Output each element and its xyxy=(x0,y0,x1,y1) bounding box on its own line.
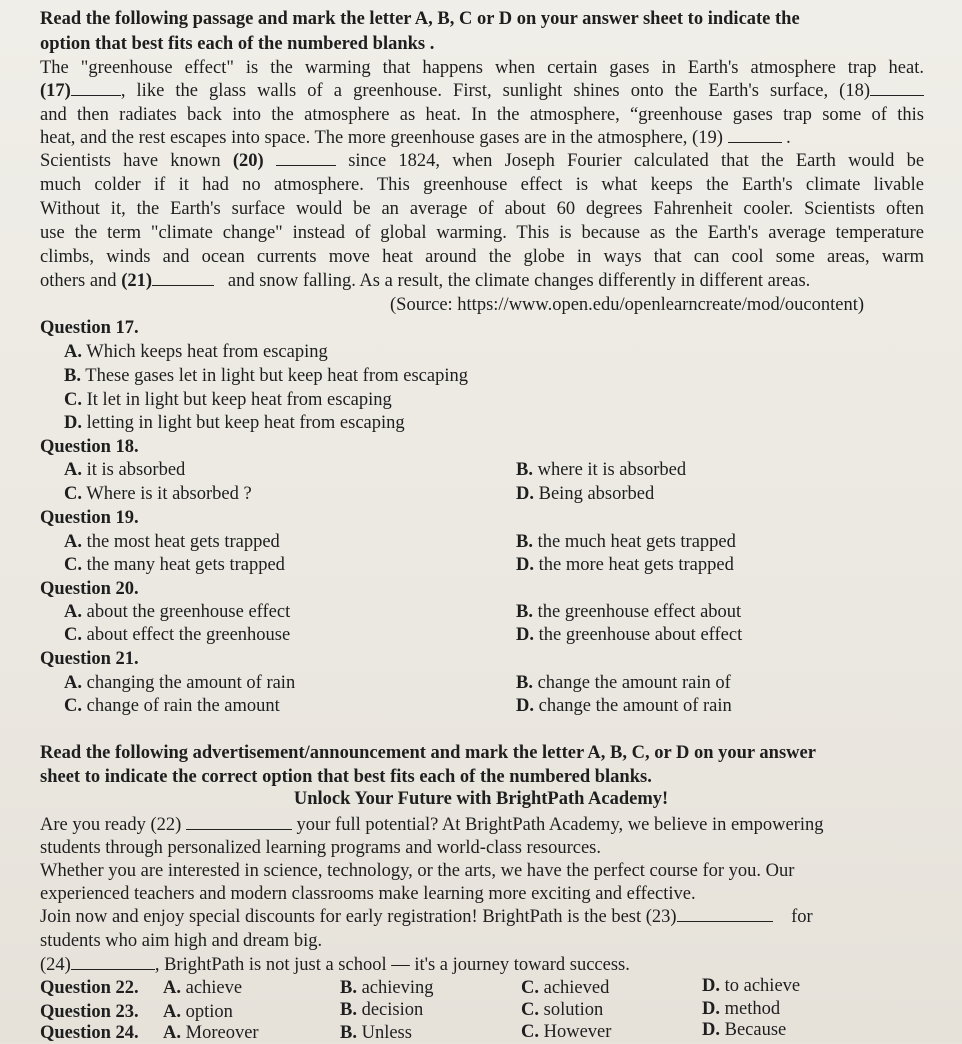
ad-line-7 xyxy=(40,954,630,977)
option-letter: D. xyxy=(702,1020,720,1040)
option-letter: D. xyxy=(516,555,534,575)
answer-blank-22 xyxy=(186,815,292,830)
answer-blank-17 xyxy=(71,81,121,96)
question-22-option-c[interactable] xyxy=(521,978,609,999)
option-text: Moreover xyxy=(185,1023,259,1043)
ad-line-7-text: , BrightPath is not just a school — it's a journey toward success. xyxy=(154,955,630,975)
question-18-option-a[interactable] xyxy=(64,460,185,481)
option-text: solution xyxy=(543,1000,604,1020)
option-text: the many heat gets trapped xyxy=(86,555,285,575)
option-text: the much heat gets trapped xyxy=(537,532,736,552)
question-20-title: Question 20. xyxy=(40,579,139,599)
option-letter: D. xyxy=(64,413,82,433)
option-text: Unless xyxy=(361,1023,412,1043)
passage-1-line-10 xyxy=(40,270,810,293)
option-text: option xyxy=(185,1002,233,1022)
option-letter: C. xyxy=(521,978,539,998)
option-text: it is absorbed xyxy=(86,460,186,480)
passage-1-line-5-text-b: since 1824, when Joseph Fourier calculated that the Earth would be xyxy=(348,151,925,171)
passage-1-line-9: climbs, winds and ocean currents move heat around the globe in ways that can cool some areas, warm xyxy=(40,247,924,267)
question-23-option-d[interactable] xyxy=(702,999,780,1020)
ad-line-5 xyxy=(40,906,813,929)
option-letter: D. xyxy=(702,976,720,996)
option-letter: C. xyxy=(521,1000,539,1020)
passage-1-line-7: Without it, the Earth's surface would be an average of about 60 degrees Fahrenheit cooler. Scientists often xyxy=(40,199,924,219)
option-text: Where is it absorbed ? xyxy=(86,484,252,504)
question-17-option-b[interactable] xyxy=(64,366,468,387)
question-21-option-c[interactable] xyxy=(64,696,280,717)
option-text: where it is absorbed xyxy=(537,460,687,480)
question-21-title: Question 21. xyxy=(40,649,139,669)
period: . xyxy=(786,128,791,148)
question-17-option-c[interactable] xyxy=(64,390,392,411)
question-23-option-b[interactable] xyxy=(340,1000,423,1021)
question-19-option-c[interactable] xyxy=(64,555,285,576)
option-text: the more heat gets trapped xyxy=(538,555,734,575)
passage-1-line-5 xyxy=(40,150,924,173)
option-text: Which keeps heat from escaping xyxy=(86,342,328,362)
question-18-option-d[interactable] xyxy=(516,484,654,505)
option-text: letting in light but keep heat from escaping xyxy=(86,413,405,433)
option-letter: D. xyxy=(516,625,534,645)
question-19-option-d[interactable] xyxy=(516,555,734,576)
passage-1-line-4 xyxy=(40,127,791,150)
option-text: Because xyxy=(724,1020,787,1040)
question-23-option-c[interactable] xyxy=(521,1000,603,1021)
option-letter: B. xyxy=(340,1000,357,1020)
option-text: achieving xyxy=(361,978,434,998)
option-text: change the amount rain of xyxy=(537,673,731,693)
option-text: the greenhouse effect about xyxy=(537,602,742,622)
option-letter: A. xyxy=(64,602,82,622)
question-19-title: Question 19. xyxy=(40,508,139,528)
option-text: These gases let in light but keep heat from escaping xyxy=(85,366,468,386)
option-letter: A. xyxy=(64,342,82,362)
question-19-option-b[interactable] xyxy=(516,532,736,553)
option-text: the most heat gets trapped xyxy=(86,532,280,552)
option-text: method xyxy=(724,999,781,1019)
instruction-1-line-2: option that best fits each of the numbered blanks . xyxy=(40,34,435,54)
option-letter: A. xyxy=(64,532,82,552)
option-letter: A. xyxy=(163,1023,181,1043)
question-24-option-a[interactable] xyxy=(163,1023,259,1044)
instruction-2-line-2: sheet to indicate the correct option that best fits each of the numbered blanks. xyxy=(40,767,652,787)
passage-1-line-2 xyxy=(40,80,924,103)
option-letter: C. xyxy=(64,390,82,410)
option-letter: D. xyxy=(516,484,534,504)
question-24-option-d[interactable] xyxy=(702,1020,786,1041)
option-text: the greenhouse about effect xyxy=(538,625,743,645)
ad-line-2: students through personalized learning programs and world-class resources. xyxy=(40,838,602,858)
option-letter: A. xyxy=(64,673,82,693)
question-24-title: Question 24. xyxy=(40,1023,139,1043)
passage-1-line-3: and then radiates back into the atmosphere as heat. In the atmosphere, “greenhouse gases trap some of this xyxy=(40,105,924,125)
option-letter: D. xyxy=(516,696,534,716)
option-letter: B. xyxy=(516,532,533,552)
option-letter: C. xyxy=(64,555,82,575)
question-17-option-d[interactable] xyxy=(64,413,405,434)
option-letter: A. xyxy=(163,978,181,998)
option-letter: B. xyxy=(516,460,533,480)
option-letter: C. xyxy=(64,625,82,645)
option-letter: B. xyxy=(516,602,533,622)
option-letter: A. xyxy=(163,1002,181,1022)
option-text: change of rain the amount xyxy=(86,696,280,716)
passage-1-line-6: much colder if it had no atmosphere. This greenhouse effect is what keeps the Earth's climate livable xyxy=(40,175,924,195)
answer-blank-20 xyxy=(276,151,336,166)
source-citation: (Source: https://www.open.edu/openlearncreate/mod/oucontent) xyxy=(390,295,864,315)
answer-blank-18 xyxy=(870,81,924,96)
question-19-option-a[interactable] xyxy=(64,532,280,553)
option-letter: A. xyxy=(64,460,82,480)
option-text: It let in light but keep heat from escaping xyxy=(86,390,392,410)
question-22-option-b[interactable] xyxy=(340,978,434,999)
advertisement-title: Unlock Your Future with BrightPath Academy! xyxy=(293,789,669,809)
answer-blank-24 xyxy=(71,955,155,970)
question-21-option-a[interactable] xyxy=(64,673,295,694)
question-18-option-c[interactable] xyxy=(64,484,252,505)
option-text: to achieve xyxy=(724,976,801,996)
passage-1-line-10-text-b: and snow falling. As a result, the climate changes differently in different areas. xyxy=(227,271,811,291)
ad-line-3: Whether you are interested in science, technology, or the arts, we have the perfect course for you. Our xyxy=(40,861,795,881)
question-17-title: Question 17. xyxy=(40,318,139,338)
blank-number-20: (20) xyxy=(232,151,264,171)
question-22-title: Question 22. xyxy=(40,978,139,998)
option-text: about effect the greenhouse xyxy=(86,625,291,645)
instruction-1-line-1: Read the following passage and mark the letter A, B, C or D on your answer sheet to indicate the xyxy=(40,9,800,29)
passage-1-line-2-text: , like the glass walls of a greenhouse. First, sunlight shines onto the Earth's surface, (18) xyxy=(120,81,870,101)
option-text: Being absorbed xyxy=(538,484,655,504)
option-letter: B. xyxy=(340,1023,357,1043)
question-17-option-a[interactable] xyxy=(64,342,328,363)
answer-blank-23 xyxy=(677,907,773,922)
passage-1-line-10-text-a: others and xyxy=(40,271,117,291)
question-24-option-c[interactable] xyxy=(521,1022,611,1043)
question-21-option-d[interactable] xyxy=(516,696,732,717)
question-23-title: Question 23. xyxy=(40,1002,139,1022)
ad-line-1-text-b: your full potential? At BrightPath Academy, we believe in empowering xyxy=(296,815,824,835)
passage-1-line-8: use the term "climate change" instead of global warming. This is because as the Earth's average temperature xyxy=(40,223,924,243)
question-20-option-c[interactable] xyxy=(64,625,290,646)
option-letter: C. xyxy=(64,484,82,504)
ad-line-1-text-a: Are you ready (22) xyxy=(40,815,182,835)
option-text: change the amount of rain xyxy=(538,696,732,716)
question-18-title: Question 18. xyxy=(40,437,139,457)
question-22-option-d[interactable] xyxy=(702,976,800,997)
option-letter: C. xyxy=(521,1022,539,1042)
answer-blank-19 xyxy=(728,128,782,143)
ad-line-1 xyxy=(40,814,823,837)
option-letter: D. xyxy=(702,999,720,1019)
option-text: decision xyxy=(361,1000,424,1020)
blank-number-17: (17) xyxy=(40,81,71,101)
option-letter: C. xyxy=(64,696,82,716)
blank-number-24: (24) xyxy=(40,955,71,975)
option-letter: B. xyxy=(516,673,533,693)
question-20-option-a[interactable] xyxy=(64,602,290,623)
question-18-option-b[interactable] xyxy=(516,460,686,481)
question-24-option-b[interactable] xyxy=(340,1023,412,1044)
passage-1-line-1: The "greenhouse effect" is the warming that happens when certain gases in Earth's atmosphere trap heat. xyxy=(40,58,924,78)
option-letter: B. xyxy=(340,978,357,998)
option-text: achieved xyxy=(543,978,610,998)
blank-number-21: (21) xyxy=(121,271,153,291)
question-21-option-b[interactable] xyxy=(516,673,731,694)
ad-line-6: students who aim high and dream big. xyxy=(40,931,323,951)
question-20-option-d[interactable] xyxy=(516,625,742,646)
option-text: changing the amount of rain xyxy=(86,673,296,693)
option-text: achieve xyxy=(185,978,243,998)
answer-blank-21 xyxy=(152,271,214,286)
ad-line-5-text-b: for xyxy=(791,907,813,927)
ad-line-4: experienced teachers and modern classrooms make learning more exciting and effective. xyxy=(40,884,696,904)
ad-line-5-text-a: Join now and enjoy special discounts for early registration! BrightPath is the best (23) xyxy=(40,907,677,927)
question-20-option-b[interactable] xyxy=(516,602,741,623)
option-text: However xyxy=(543,1022,612,1042)
question-23-option-a[interactable] xyxy=(163,1002,233,1023)
passage-1-line-5-text-a: Scientists have known xyxy=(40,151,221,171)
question-22-option-a[interactable] xyxy=(163,978,242,999)
option-text: about the greenhouse effect xyxy=(86,602,291,622)
passage-1-line-4-text: heat, and the rest escapes into space. The more greenhouse gases are in the atmosphere, (19) xyxy=(40,128,723,148)
option-letter: B. xyxy=(64,366,81,386)
instruction-2-line-1: Read the following advertisement/announcement and mark the letter A, B, C, or D on your answer xyxy=(40,743,816,763)
